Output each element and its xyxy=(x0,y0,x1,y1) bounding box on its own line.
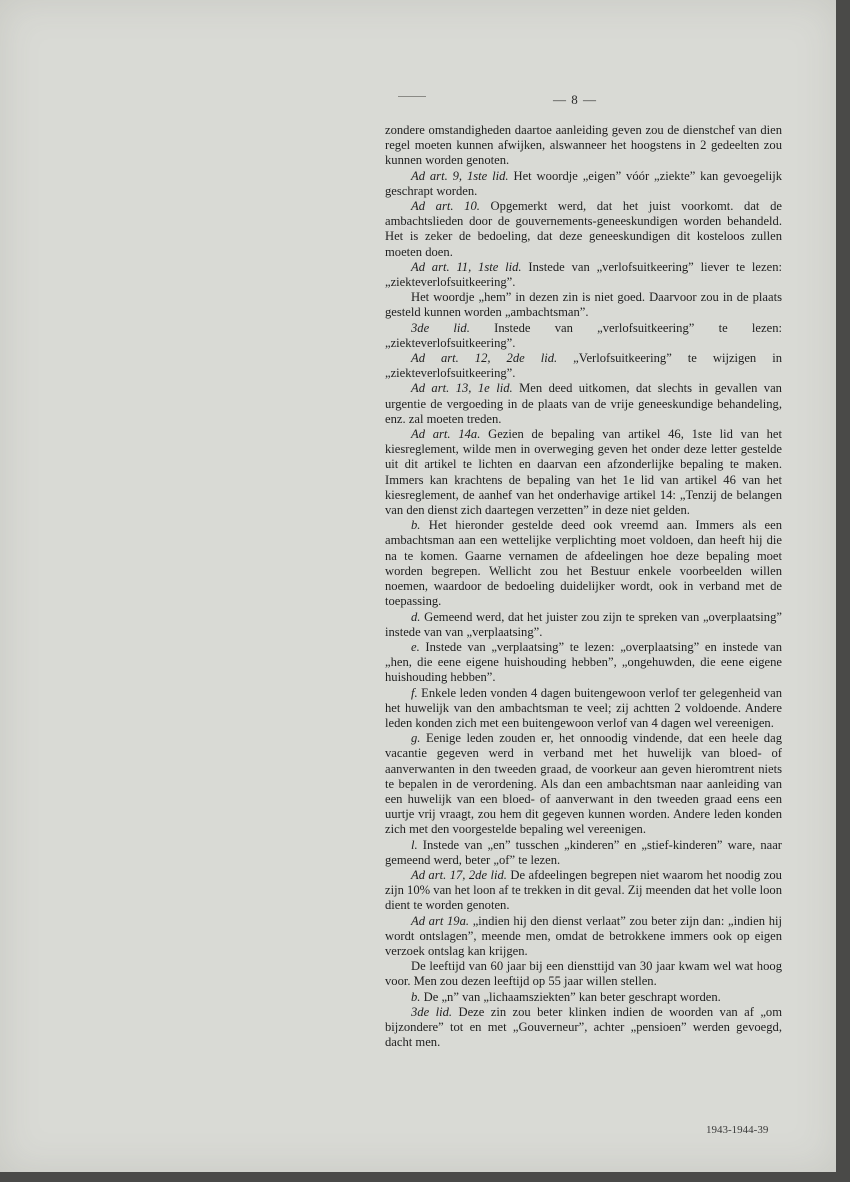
body-text xyxy=(385,123,782,1050)
paragraph: Ad art. 9, 1ste lid. Het woordje „eigen” vóór „ziekte” kan gevoegelijk geschrapt worden. xyxy=(385,168,782,198)
paragraph: Ad art. 10. Opgemerkt werd, dat het juist voorkomt. dat de ambachtslieden door de gouvernements-geneeskundigen worden behandeld. Het is zeker de bedoeling, dat deze geneeskundigen dit kosteloos zullen moeten doen. xyxy=(385,199,782,259)
pencil-mark xyxy=(398,96,426,97)
paragraph: f. Enkele leden vonden 4 dagen buitengewoon verlof ter gelegenheid van het huwelijk van den ambachtsman te veel; zij achtten 2 voldoende. Andere leden konden zich met een buitengewoon verlof van 4 dagen wel vereenigen. xyxy=(385,685,782,730)
paragraph: Ad art. 11, 1ste lid. Instede van „verlofsuitkeering” liever te lezen: „ziekteverlofsuitkeering”. xyxy=(385,259,783,290)
paragraph: g. Eenige leden zouden er, het onnoodig vindende, dat een heele dag vacantie gegeven werd in verband met het huwelijk van bloed- of aanverwanten in den tweeden graad, de voorkeur aan geven hieromtrent niets te bepalen in de verordening. Als dan een ambachtsman naar aanleiding van een huwelijk van een bloed- of aanverwant in den tweeden graad eens een uurtje vrij vraagt, zou hem dit gegeven kunnen worden. Andere leden konden zich met den voorgestelde bepaling wel vereenigen. xyxy=(385,731,782,837)
paragraph: Ad art. 12, 2de lid. „Verlofsuitkeering” te wijzigen in „ziekteverlofsuitkeering”. xyxy=(385,351,782,381)
paragraph: b. Het hieronder gestelde deed ook vreemd aan. Immers als een ambachtsman aan een wettelijke verplichting moet voldoen, dan heeft hij die na te komen. Gaarne vernamen de afdeelingen hoe deze bepaling moet worden begrepen. Wellicht zou het Bestuur enkele voorbeelden willen noemen, waardoor de bedoeling duidelijker wordt, ook in verband met de toepassing. xyxy=(385,518,782,609)
archive-code: 1943-1944-39 xyxy=(706,1124,769,1136)
paragraph: zondere omstandigheden daartoe aanleiding geven zou de dienstchef van dien regel moeten kunnen afwijken, alswanneer het hoogstens in 2 gedeelten zou kunnen worden genoten. xyxy=(385,123,782,168)
paragraph: Ad art 19a. „indien hij den dienst verlaat” zou beter zijn dan: „indien hij wordt ontslagen”, meende men, omdat de betrokkene immers ook op eigen verzoek ontslag kan krijgen. xyxy=(385,913,782,958)
paragraph: l. Instede van „en” tusschen „kinderen” en „stief-kinderen” ware, naar gemeend werd, beter „of” te lezen. xyxy=(385,837,782,867)
paragraph: De leeftijd van 60 jaar bij een diensttijd van 30 jaar kwam wel wat hoog voor. Men zou dezen leeftijd op 55 jaar willen stellen. xyxy=(385,959,782,989)
paragraph: 3de lid. Instede van „verlofsuitkeering” te lezen: „ziekteverlofsuitkeering”. xyxy=(385,320,782,350)
paragraph: d. Gemeend werd, dat het juister zou zijn te spreken van „overplaatsing” instede van van „verplaatsing”. xyxy=(385,609,782,639)
paragraph: Ad art. 14a. Gezien de bepaling van artikel 46, 1ste lid van het kiesreglement, wilde men in overweging geven het onder deze letter gestelde uit dit artikel te lichten en daarvan een afzonderlijke bepaling te maken. Immers kan krachtens de bepaling van het 1e lid van artikel 46 van het kiesreglement, de aanhef van het onderhavige artikel 14: „Tenzij de belangen van den dienst zich daartegen verzetten” in deze niet gelden. xyxy=(385,427,782,518)
paragraph: Het woordje „hem” in dezen zin is niet goed. Daarvoor zou in de plaats gesteld kunnen worden „ambachtsman”. xyxy=(385,290,782,320)
paragraph: Ad art. 17, 2de lid. De afdeelingen begrepen niet waarom het noodig zou zijn 10% van het loon af te trekken in dit geval. Zij meenden dat het volle loon dient te worden genoten. xyxy=(385,867,782,913)
paragraph: b. De „n” van „lichaamsziekten” kan beter geschrapt worden. xyxy=(411,989,721,1004)
paragraph: 3de lid. Deze zin zou beter klinken indien de woorden van af „om bijzondere” tot en met „Gouverneur”, achter „pensioen” werden gevoegd, dacht men. xyxy=(385,1004,783,1050)
paragraph: e. Instede van „verplaatsing” te lezen: „overplaatsing” en instede van „hen, die eene eigene huishouding hebben”, „ongehuwden, die eene eigene huishouding hebben”. xyxy=(385,639,782,685)
paragraph: Ad art. 13, 1e lid. Men deed uitkomen, dat slechts in gevallen van urgentie de vergoeding in de plaats van de vrije geneeskundige behandeling, enz. zal moeten treden. xyxy=(385,381,782,426)
page-number: — 8 — xyxy=(553,92,597,107)
